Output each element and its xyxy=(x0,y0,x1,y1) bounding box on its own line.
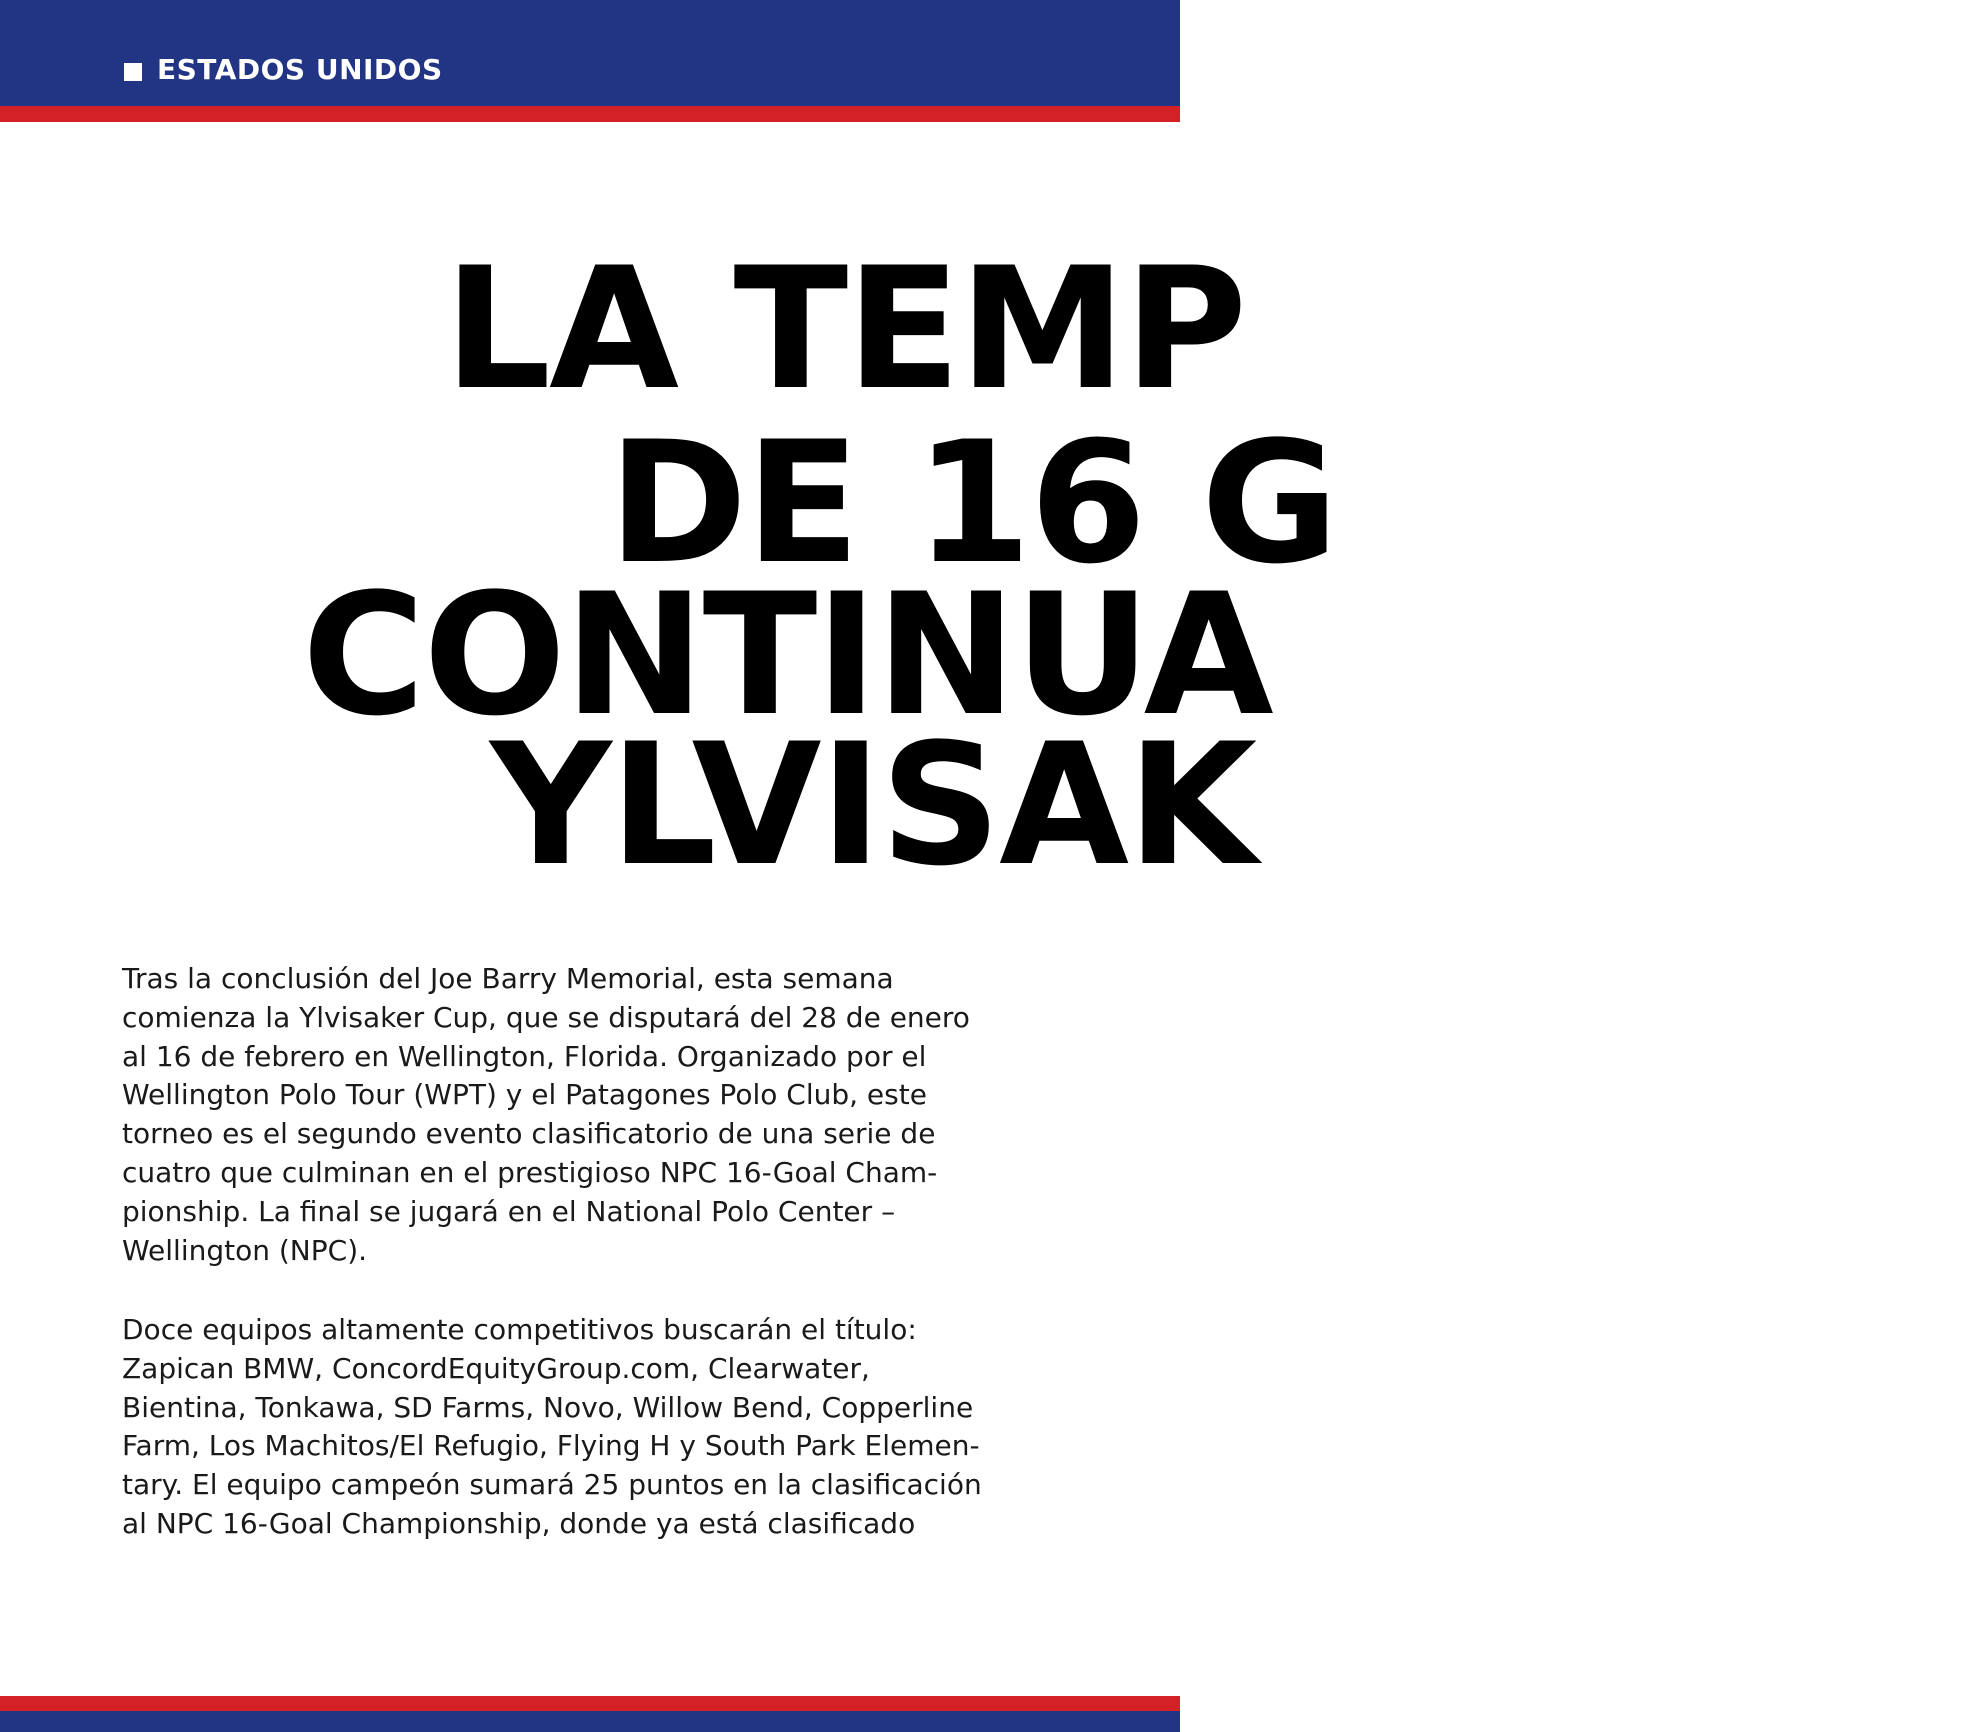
paragraph-line: comienza la Ylvisaker Cup, que se disputará del 28 de enero xyxy=(122,1000,970,1034)
headline-line-2: DE 16 G xyxy=(608,405,1337,601)
headline-line-4: YLVISAK xyxy=(490,707,1256,903)
paragraph-line: Bientina, Tonkawa, SD Farms, Novo, Willow Bend, Copperline xyxy=(122,1390,974,1424)
paragraph-line: Zapican BMW, ConcordEquityGroup.com, Clearwater, xyxy=(122,1351,870,1385)
paragraph-line: al NPC 16-Goal Championship, donde ya está clasificado xyxy=(122,1506,916,1540)
footer-band xyxy=(0,1711,1180,1732)
paragraph-line: Doce equipos altamente competitivos buscarán el título: xyxy=(122,1313,917,1346)
paragraph-line: Farm, Los Machitos/El Refugio, Flying H y South Park Elemen- xyxy=(122,1429,980,1463)
header-red-stripe xyxy=(0,106,1180,122)
headline-line-1: LA TEMP xyxy=(444,231,1246,427)
paragraph-line: Tras la conclusión del Joe Barry Memorial, esta semana xyxy=(122,962,894,995)
headline-line-3: CONTINUA xyxy=(302,557,1272,753)
article-paragraph-2 xyxy=(122,1311,1062,1544)
section-label: ESTADOS UNIDOS xyxy=(157,53,443,86)
article-paragraph-1 xyxy=(122,960,1062,1270)
section-bullet-square xyxy=(124,63,142,81)
footer-red-stripe xyxy=(0,1696,1180,1711)
paragraph-line: Wellington Polo Tour (WPT) y el Patagones Polo Club, este xyxy=(122,1078,927,1112)
paragraph-line: cuatro que culminan en el prestigioso NPC 16-Goal Cham- xyxy=(122,1155,938,1189)
paragraph-line: Wellington (NPC). xyxy=(122,1233,368,1267)
paragraph-line: al 16 de febrero en Wellington, Florida. Organizado por el xyxy=(122,1039,927,1073)
paragraph-line: torneo es el segundo evento clasificatorio de una serie de xyxy=(122,1117,936,1151)
paragraph-line: tary. El equipo campeón sumará 25 puntos en la clasificación xyxy=(122,1468,982,1502)
paragraph-line: pionship. La final se jugará en el National Polo Center – xyxy=(122,1194,896,1228)
